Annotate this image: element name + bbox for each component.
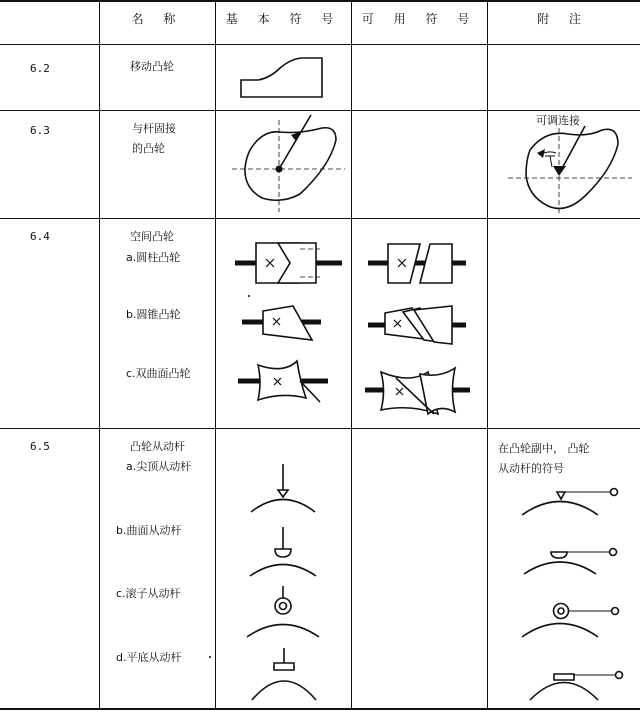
row-subitem: c.双曲面凸轮 bbox=[126, 367, 191, 380]
knife-edge-follower-symbol bbox=[251, 464, 315, 512]
row-name: 移动凸轮 bbox=[130, 60, 174, 73]
follower-note-curved-symbol bbox=[524, 549, 617, 575]
row-name: 空间凸轮 bbox=[130, 230, 174, 243]
header-name: 名 称 bbox=[131, 12, 184, 26]
cylindrical-cam-symbol bbox=[235, 243, 342, 283]
follower-note-roller-symbol bbox=[522, 604, 619, 638]
row-subitem: a.尖顶从动杆 bbox=[126, 460, 192, 473]
adjustable-cam-symbol bbox=[508, 126, 632, 215]
row-number: 6.3 bbox=[30, 124, 50, 137]
row-subitem: d.平底从动杆 bbox=[116, 651, 182, 664]
header-note: 附 注 bbox=[537, 12, 589, 26]
row-name: 凸轮从动杆 bbox=[130, 440, 185, 453]
header-basic-symbol: 基 本 符 号 bbox=[225, 12, 342, 26]
row-name: 与杆固接 bbox=[132, 122, 176, 135]
row-note: 从动杆的符号 bbox=[498, 462, 564, 475]
follower-note-knife-symbol bbox=[522, 489, 618, 516]
conical-cam-symbol bbox=[242, 306, 321, 340]
row-note: 可调连接 bbox=[536, 114, 580, 127]
conical-cam-alt-symbol bbox=[368, 306, 466, 344]
row-subitem: a.圆柱凸轮 bbox=[126, 251, 181, 264]
row-subitem: c.滚子从动杆 bbox=[116, 587, 181, 600]
cylindrical-cam-alt-symbol bbox=[368, 244, 466, 283]
row-subitem: b.圆锥凸轮 bbox=[126, 308, 181, 321]
row-number: 6.5 bbox=[30, 440, 50, 453]
hyperboloid-cam-alt-symbol bbox=[365, 368, 470, 414]
moving-cam-symbol bbox=[241, 58, 322, 97]
follower-note-flat-symbol bbox=[530, 672, 623, 701]
hyperboloid-cam-symbol bbox=[238, 361, 328, 402]
row-note: 在凸轮副中， 凸轮 bbox=[498, 442, 590, 455]
flat-faced-follower-symbol bbox=[252, 648, 316, 700]
row-number: 6.4 bbox=[30, 230, 50, 243]
header-optional-symbol: 可 用 符 号 bbox=[361, 12, 478, 26]
row-number: 6.2 bbox=[30, 62, 50, 75]
row-name: 的凸轮 bbox=[132, 142, 165, 155]
fixed-rod-cam-symbol bbox=[232, 115, 345, 212]
row-subitem: b.曲面从动杆 bbox=[116, 524, 182, 537]
curved-follower-symbol bbox=[250, 527, 316, 576]
roller-follower-symbol bbox=[247, 586, 319, 637]
